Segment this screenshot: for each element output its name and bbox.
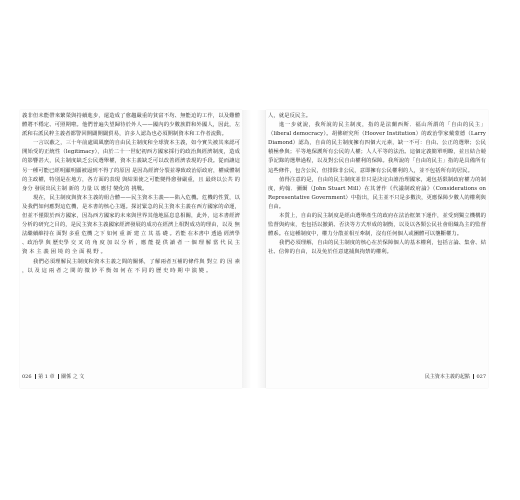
left-paragraph: 現在，民主制度與資本主義的組合體——民主資本主義——陷入危機。危機的性質，以及我們如何應對這危機，是本書的核心主題。探討緊急的民主資本主義在西方國家的命運，但並不僅限於西方國家，因為西方國家的未來與世界其他地區息息相關，此外，這本書經濟分析的研究之目的，是民主資本主義國家經濟發展的成功在經濟上相對成功的理由，以及 無法繼續維持在 面對 多重 危機 之下 如何 重 新 建 立 其 基 礎 。若能 在本書中 透過 經濟學 、政治學 與 歷史學 交 叉 的 角 度 加 以 分 析 ，應 能 提 供 讀 者 一 個 理 解 當 代 民 主 資 本 主 義 困 境 的 全 面 視 野 。 <box>22 194 240 256</box>
right-paragraph: 人，就是反民主。 <box>268 113 312 119</box>
right-page <box>266 110 488 388</box>
left-paragraph: 義非但未能帶來繁榮與持續進步，還造成了愈趨嚴重的貧富不均、無能迫的工作，以及難體體將不穩定、可照期啦。他們普遍失望歸待於外人——國內的少數族群和外國人，因此，左派和右派民粹主義者都警回開闢開闢貿易，許多人認為也必須開制資本和工作者流動。 <box>22 113 240 138</box>
right-page-number: 027 <box>476 374 486 380</box>
book-gutter <box>242 110 266 388</box>
right-page-body <box>268 112 486 258</box>
right-paragraph: 我們必須理解，自由的民主制度的核心在於保障個人的基本權利，包括言論、集會、結社、信仰的自由，以及免於任意逮捕與拘禁的權利。 <box>268 240 486 256</box>
right-paragraph: 值得注意的是，自由的民主制度並非只是決定由誰治理國家，還包括限制政府權力的制度，約翰．彌爾（John Stuart Mill）在其著作《代議制政府論》（Considerations on Representative Government）中指出，民主並不只是多數決，更應保障少數人的權利與自由。 <box>268 176 486 210</box>
left-page-footer <box>22 374 240 380</box>
left-footer-section: 第 1 章 <box>38 374 55 380</box>
footer-separator <box>58 374 59 379</box>
footer-separator <box>473 374 474 379</box>
footer-separator <box>35 374 36 379</box>
left-paragraph: 一言以蔽之，三十年前處風風麼的自由民主制度和全球資本主義，如今實失被其來認可開始受的正統性（legitimacy），由於二十一世紀初西方國家採行的政治與經濟制度，造成的影響甚大，民主制度缺乏公民選舉權，資本主義缺乏可以改善經濟表現的手段。從而讓這另一種可能已經明顯明顯被逼到不得了的原因 是因為經濟分裂並導致政治原政府，權威體制的主政權，特別是在地方，各方面的表現 與結果使之可能變得愈發嚴重，且 最終以公共 的身分 發展出民主制 新的 力量 以 應付 變化的 挑戰。 <box>22 140 240 192</box>
right-footer-title: 民主資本主義的起點 <box>424 374 470 380</box>
left-page-body <box>22 112 240 276</box>
right-page-footer <box>268 374 486 380</box>
left-footer-title: 關係 之 文 <box>61 374 85 380</box>
left-page-number: 026 <box>22 374 32 380</box>
left-page <box>20 110 242 388</box>
right-paragraph: 本質上，自由的民主制度是經由選舉產生的政府在法治框架下運作，並受到獨立機構的監督與約束，也包括以撤銷、否決等方式形成的制衡，以及以各類公民社會組織為主的監督體系。在這種制度中，權力分散並相互牽制，沒有任何個人或團體可以壟斷權力。 <box>268 213 486 238</box>
right-paragraph: 進一步就說，我所說的民主制度，指的是法蘭西斯．福山所謂的「自由的民主」（liberal democracy）。胡佛研究所（Hoover Institution）的政治學家戴蒙德（Larry Diamond）認為，自由的民主制度擁有四個大元素，缺一不可：自由、公正的選舉；公民積極參與；平等地保護所有公民的人權；人人平等的法治。這個定義簡單明瞭，並且結合競爭記錄的選舉過程，以及對公民自由權利的保障。我所說的「自由的民主」指的是具備所有這些條件，包含公民，但排除非公民，意即擁有公民權利的人，並不包括所有的居民。 <box>268 122 486 174</box>
left-paragraph: 我們必須理解民主制度和資本主義之間的關係，了解兩者互補的條件與 對立 的 因 素 ，以 及 這 兩 者 之 間 的 微 妙 平 衡 如 何 在 不 同 的 歷 史 時 期 中 演 變 。 <box>22 258 240 274</box>
